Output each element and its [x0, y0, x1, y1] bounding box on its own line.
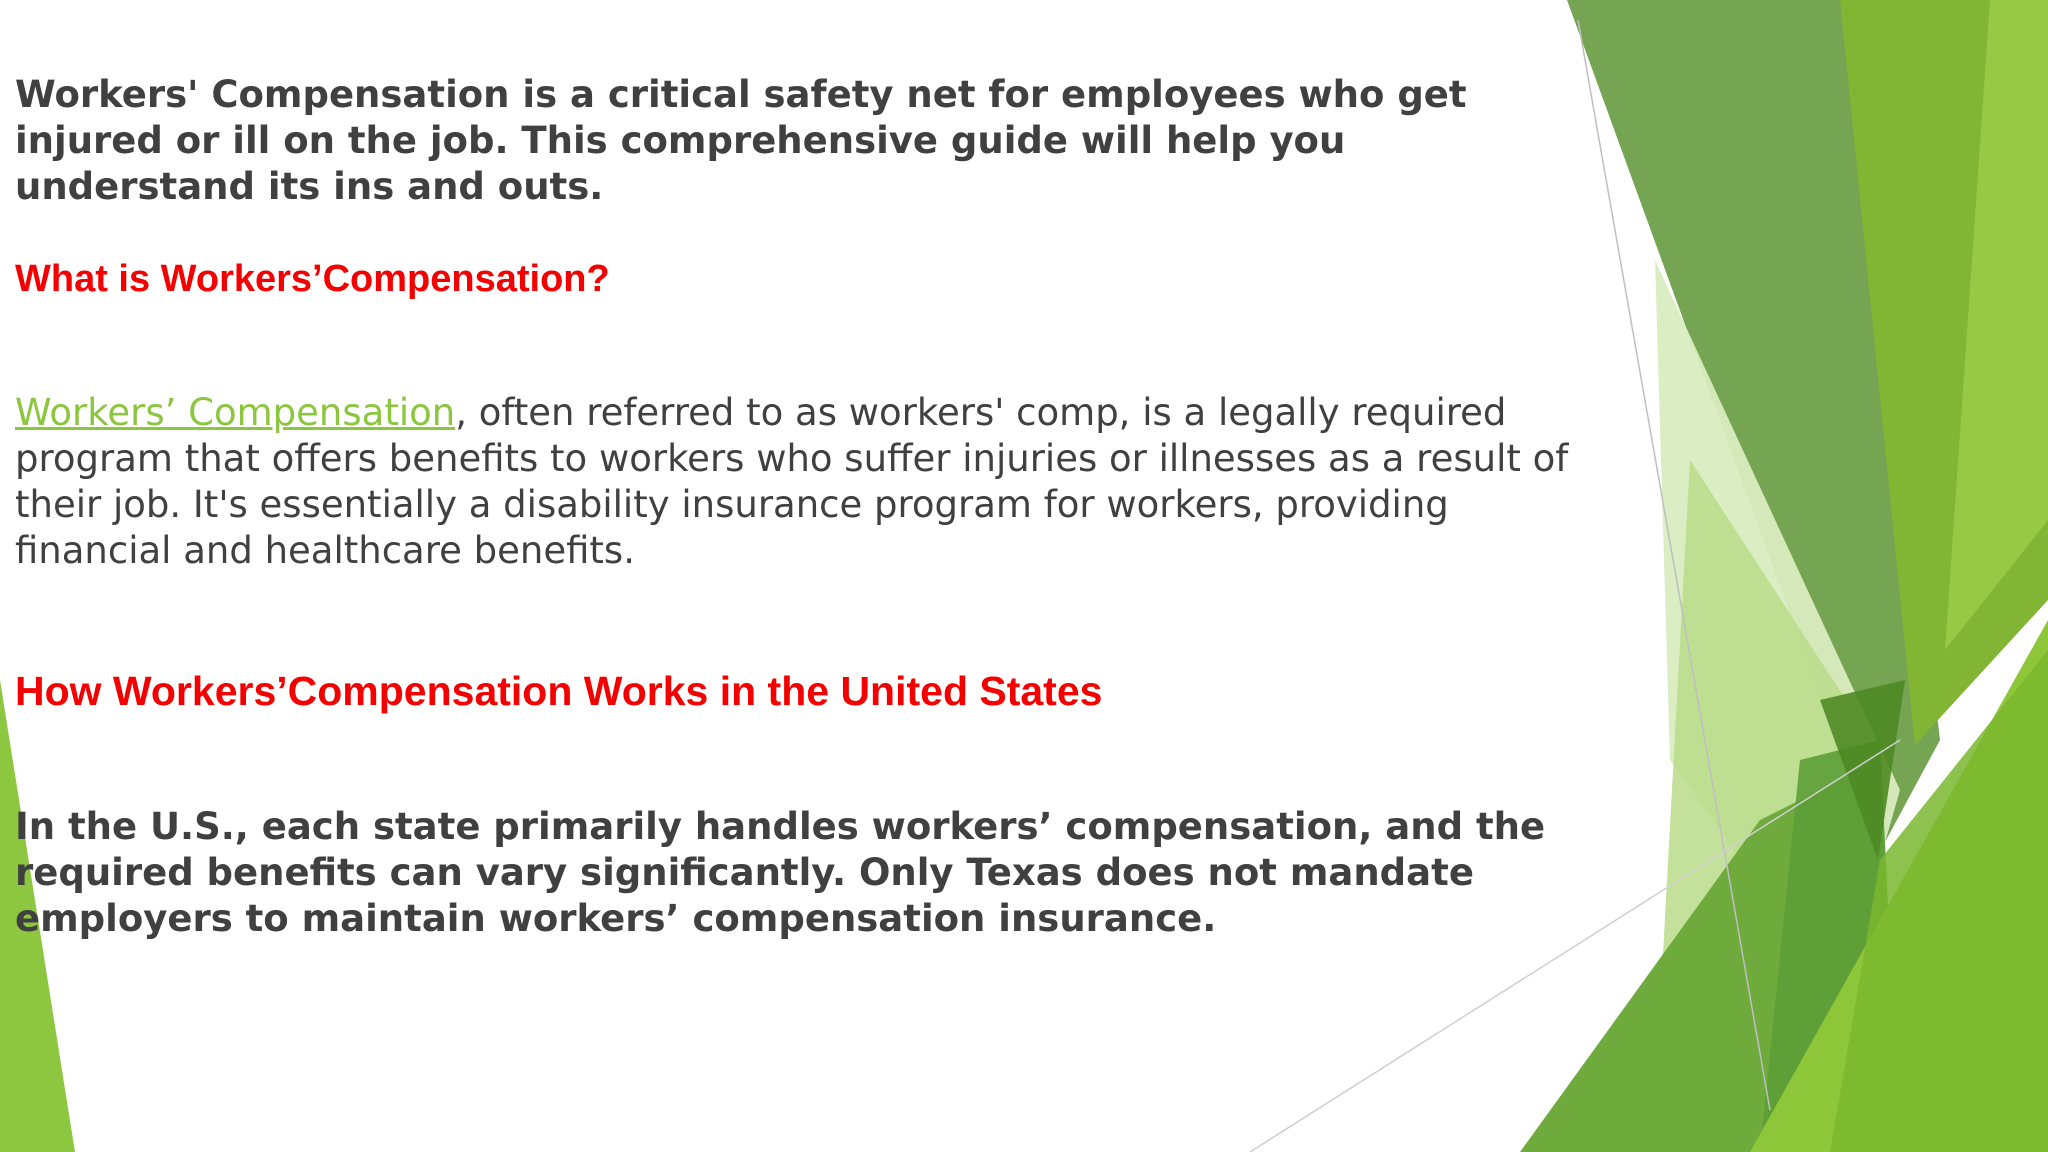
- intro-text: Workers' Compensation is a critical safety net for employees who get injured or ill on the job. This comprehensive guide will help you understand its ins and outs.: [15, 73, 1467, 208]
- workers-compensation-link[interactable]: Workers’ Compensation: [15, 391, 456, 434]
- intro-paragraph: [15, 72, 1575, 210]
- us-paragraph: [15, 804, 1575, 942]
- definition-paragraph: [15, 390, 1575, 574]
- us-paragraph-text: In the U.S., each state primarily handles workers’ compensation, and the required benefits can vary significantly. Only Texas does not mandate employers to maintain workers’ compensation insurance.: [15, 805, 1546, 940]
- section-heading-what-is: What is Workers’Compensation?: [15, 258, 610, 300]
- section-heading-how-it-works: How Workers’Compensation Works in the United States: [15, 668, 1103, 714]
- definition-text: , often referred to as workers' comp, is a legally required program that offers benefits to workers who suffer injuries or illnesses as a result of their job. It's essentially a disability insurance program for workers, providing financial and healthcare benefits.: [15, 391, 1569, 572]
